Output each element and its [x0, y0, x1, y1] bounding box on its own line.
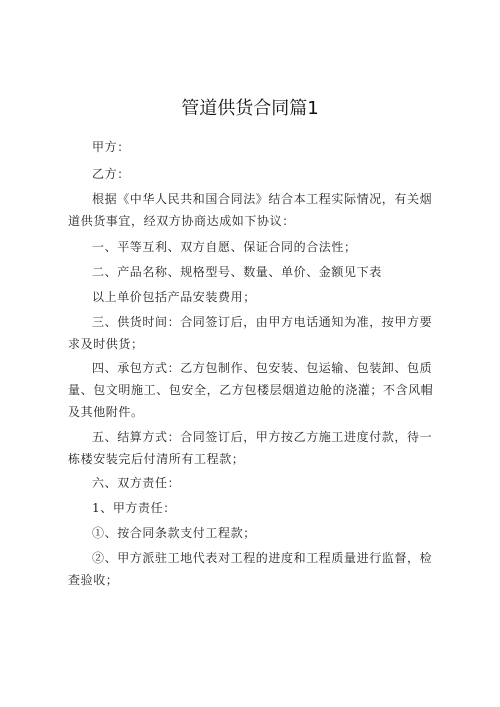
document-title: 管道供货合同篇1: [181, 98, 319, 119]
party-b-line: 乙方：: [92, 167, 130, 181]
party-a-duty-1: ①、按合同条款支付工程款；: [92, 526, 256, 540]
intro-paragraph: 根据《中华人民共和国合同法》结合本工程实际情况，有关烟道供货事宜，经双方协商达成如下协议：: [68, 192, 433, 228]
clause-6: 六、双方责任：: [92, 476, 181, 490]
clause-4: 四、承包方式：乙方包制作、包安装、包运输、包装卸、包质量、包文明施工、包安全，乙方包楼层烟道边舱的浇灌；不含风帽及其他附件。: [68, 361, 434, 419]
clause-2: 二、产品名称、规格型号、数量、单价、金额见下表: [92, 265, 382, 279]
party-a-duties-heading: 1、甲方责任：: [92, 501, 176, 515]
clause-3: 三、供货时间：合同签订后，由甲方电话通知为准，按甲方要求及时供货；: [68, 315, 433, 351]
party-a-duty-2: ②、甲方派驻工地代表对工程的进度和工程质量进行监督，检查验收；: [68, 551, 433, 587]
clause-1: 一、平等互利、双方自愿、保证合同的合法性；: [92, 240, 357, 254]
price-note: 以上单价包括产品安装费用；: [92, 290, 256, 304]
party-a-line: 甲方：: [92, 140, 130, 154]
clause-5: 五、结算方式：合同签订后，甲方按乙方施工进度付款，待一栋楼安装完后付清所有工程款；: [68, 430, 433, 466]
